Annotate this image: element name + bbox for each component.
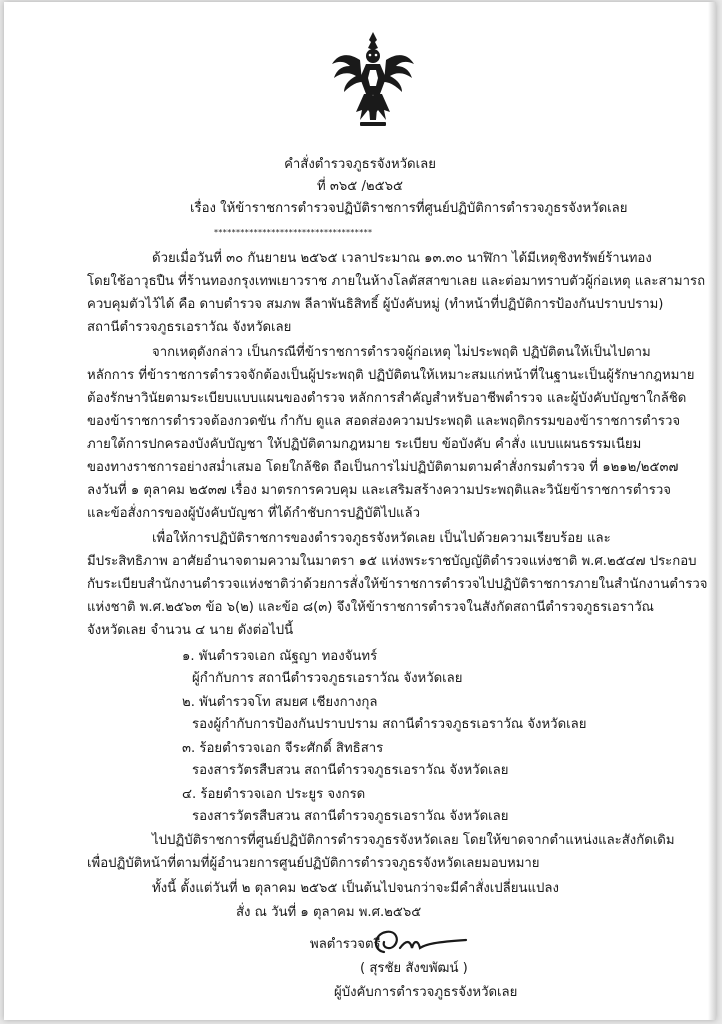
document-page — [4, 2, 716, 1020]
officer-2-rank-name: ๒. พันตำรวจโท สมยศ เชียงกางกุล — [182, 695, 378, 710]
officer-4-rank-name: ๔. ร้อยตำรวจเอก ประยูร จงกรด — [182, 787, 366, 802]
paragraph-3-line: มีประสิทธิภาพ อาศัยอำนาจตามความในมาตรา ๑๕ แห่งพระราชบัญญัติตำรวจแห่งชาติ พ.ศ.๒๕๔๗ ประกอบ — [87, 554, 697, 569]
effective-date-text: ทั้งนี้ ตั้งแต่วันที่ ๒ ตุลาคม ๒๕๖๕ เป็นต้นไปจนกว่าจะมีคำสั่งเปลี่ยนแปลง — [152, 881, 559, 896]
paragraph-2-line: ของข้าราชการตำรวจต้องกวดขัน กำกับ ดูแล สอดส่องความประพฤติ และพฤติกรรมของข้าราชการตำรวจ — [87, 414, 681, 429]
separator-line: ************************************ — [214, 228, 373, 237]
officer-3-position: รองสารวัตรสืบสวน สถานีตำรวจภูธรเอราวัณ จังหวัดเลย — [192, 763, 509, 778]
paragraph-2-line: และข้อสั่งการของผู้บังคับบัญชา ที่ได้กำชับการปฏิบัติไปแล้ว — [87, 506, 421, 521]
signatory-position: ผู้บังคับการตำรวจภูธรจังหวัดเลย — [334, 985, 518, 1000]
page-edge-shadow — [708, 2, 716, 1020]
paragraph-3-line: แห่งชาติ พ.ศ.๒๕๖๓ ข้อ ๖(๒) และข้อ ๘(๓) จึงให้ข้าราชการตำรวจในสังกัดสถานีตำรวจภูธรเอราวัณ — [87, 600, 654, 615]
ordered-date-text: สั่ง ณ วันที่ ๑ ตุลาคม พ.ศ.๒๕๖๕ — [236, 905, 422, 920]
handwritten-signature-icon — [366, 926, 486, 960]
paragraph-3-line: เพื่อให้การปฏิบัติราชการของตำรวจภูธรจังหวัดเลย เป็นไปด้วยความเรียบร้อย และ — [152, 531, 611, 546]
garuda-emblem-icon — [330, 30, 416, 130]
paragraph-1-line: โดยใช้อาวุธปืน ที่ร้านทองกรุงเทพเยาวราช ภายในห้างโลตัสสาขาเลย และต่อมาทราบตัวผู้ก่อเหตุ และสามารถ — [87, 274, 706, 289]
paragraph-3-line: จังหวัดเลย จำนวน ๔ นาย ดังต่อไปนี้ — [87, 623, 294, 638]
officer-1-rank-name: ๑. พันตำรวจเอก ณัฐญา ทองจันทร์ — [182, 649, 378, 664]
officer-3-rank-name: ๓. ร้อยตำรวจเอก จีระศักดิ์ สิทธิสาร — [182, 741, 384, 756]
paragraph-2-line: ภายใต้การปกครองบังคับบัญชา ให้ปฏิบัติตามกฎหมาย ระเบียบ ข้อบังคับ คำสั่ง แบบแผนธรรมเนียม — [87, 437, 642, 452]
paragraph-2-line: ต้องรักษาวินัยตามระเบียบแบบแผนของตำรวจ หลักการสำคัญสำหรับอาชีพตำรวจ และผู้บังคับบัญชาใกล้ชิด — [87, 391, 687, 406]
paragraph-1-line: สถานีตำรวจภูธรเอราวัณ จังหวัดเลย — [87, 320, 292, 335]
paragraph-1-line: ควบคุมตัวไว้ได้ คือ ดาบตำรวจ สมภพ ลีลาพันธิสิทธิ์ ผู้บังคับหมู่ (ทำหน้าที่ปฏิบัติการป้องกันปราบปราม) — [87, 297, 664, 312]
order-subject: เรื่อง ให้ข้าราชการตำรวจปฏิบัติราชการที่ศูนย์ปฏิบัติการตำรวจภูธรจังหวัดเลย — [190, 201, 628, 216]
order-title: คำสั่งตำรวจภูธรจังหวัดเลย — [284, 157, 436, 172]
paragraph-2-line: จากเหตุดังกล่าว เป็นกรณีที่ข้าราชการตำรวจผู้ก่อเหตุ ไม่ประพฤติ ปฏิบัติตนให้เป็นไปตาม — [152, 345, 651, 360]
signatory-rank: พลตำรวจตรี — [310, 937, 381, 952]
paragraph-4-line: เพื่อปฏิบัติหน้าที่ตามที่ผู้อำนวยการศูนย์ปฏิบัติการตำรวจภูธรจังหวัดเลยมอบหมาย — [87, 856, 540, 871]
signatory-name: ( สุรชัย สังขพัฒน์ ) — [360, 961, 468, 976]
paragraph-1-line: ด้วยเมื่อวันที่ ๓๐ กันยายน ๒๕๖๕ เวลาประมาณ ๑๓.๓๐ นาฬิกา ได้มีเหตุชิงทรัพย์ร้านทอง — [152, 251, 652, 266]
officer-1-position: ผู้กำกับการ สถานีตำรวจภูธรเอราวัณ จังหวัดเลย — [192, 671, 463, 686]
officer-2-position: รองผู้กำกับการป้องกันปราบปราม สถานีตำรวจภูธรเอราวัณ จังหวัดเลย — [192, 717, 587, 732]
paragraph-2-line: ลงวันที่ ๑ ตุลาคม ๒๕๓๗ เรื่อง มาตรการควบคุม และเสริมสร้างความประพฤติและวินัยข้าราชการตำรวจ — [87, 483, 672, 498]
officer-4-position: รองสารวัตรสืบสวน สถานีตำรวจภูธรเอราวัณ จังหวัดเลย — [192, 809, 509, 824]
order-number: ที่ ๓๖๕ /๒๕๖๕ — [317, 179, 403, 194]
paragraph-4-line: ไปปฏิบัติราชการที่ศูนย์ปฏิบัติการตำรวจภูธรจังหวัดเลย โดยให้ขาดจากตำแหน่งและสังกัดเดิม — [152, 833, 675, 848]
paragraph-3-line: กับระเบียบสำนักงานตำรวจแห่งชาติว่าด้วยการสั่งให้ข้าราชการตำรวจไปปฏิบัติราชการภายในสำนักงานตำรวจ — [87, 577, 708, 592]
paragraph-2-line: หลักการ ที่ข้าราชการตำรวจจักต้องเป็นผู้ประพฤติ ปฏิบัติตนให้เหมาะสมแก่หน้าที่ในฐานะเป็นผู้รักษากฎหมาย — [87, 368, 695, 383]
paragraph-2-line: ของทางราชการอย่างสม่ำเสมอ โดยใกล้ชิด ถือเป็นการไม่ปฏิบัติตามตามคำสั่งกรมตำรวจ ที่ ๑๒๑๒/๒๕๓๗ — [87, 460, 679, 475]
